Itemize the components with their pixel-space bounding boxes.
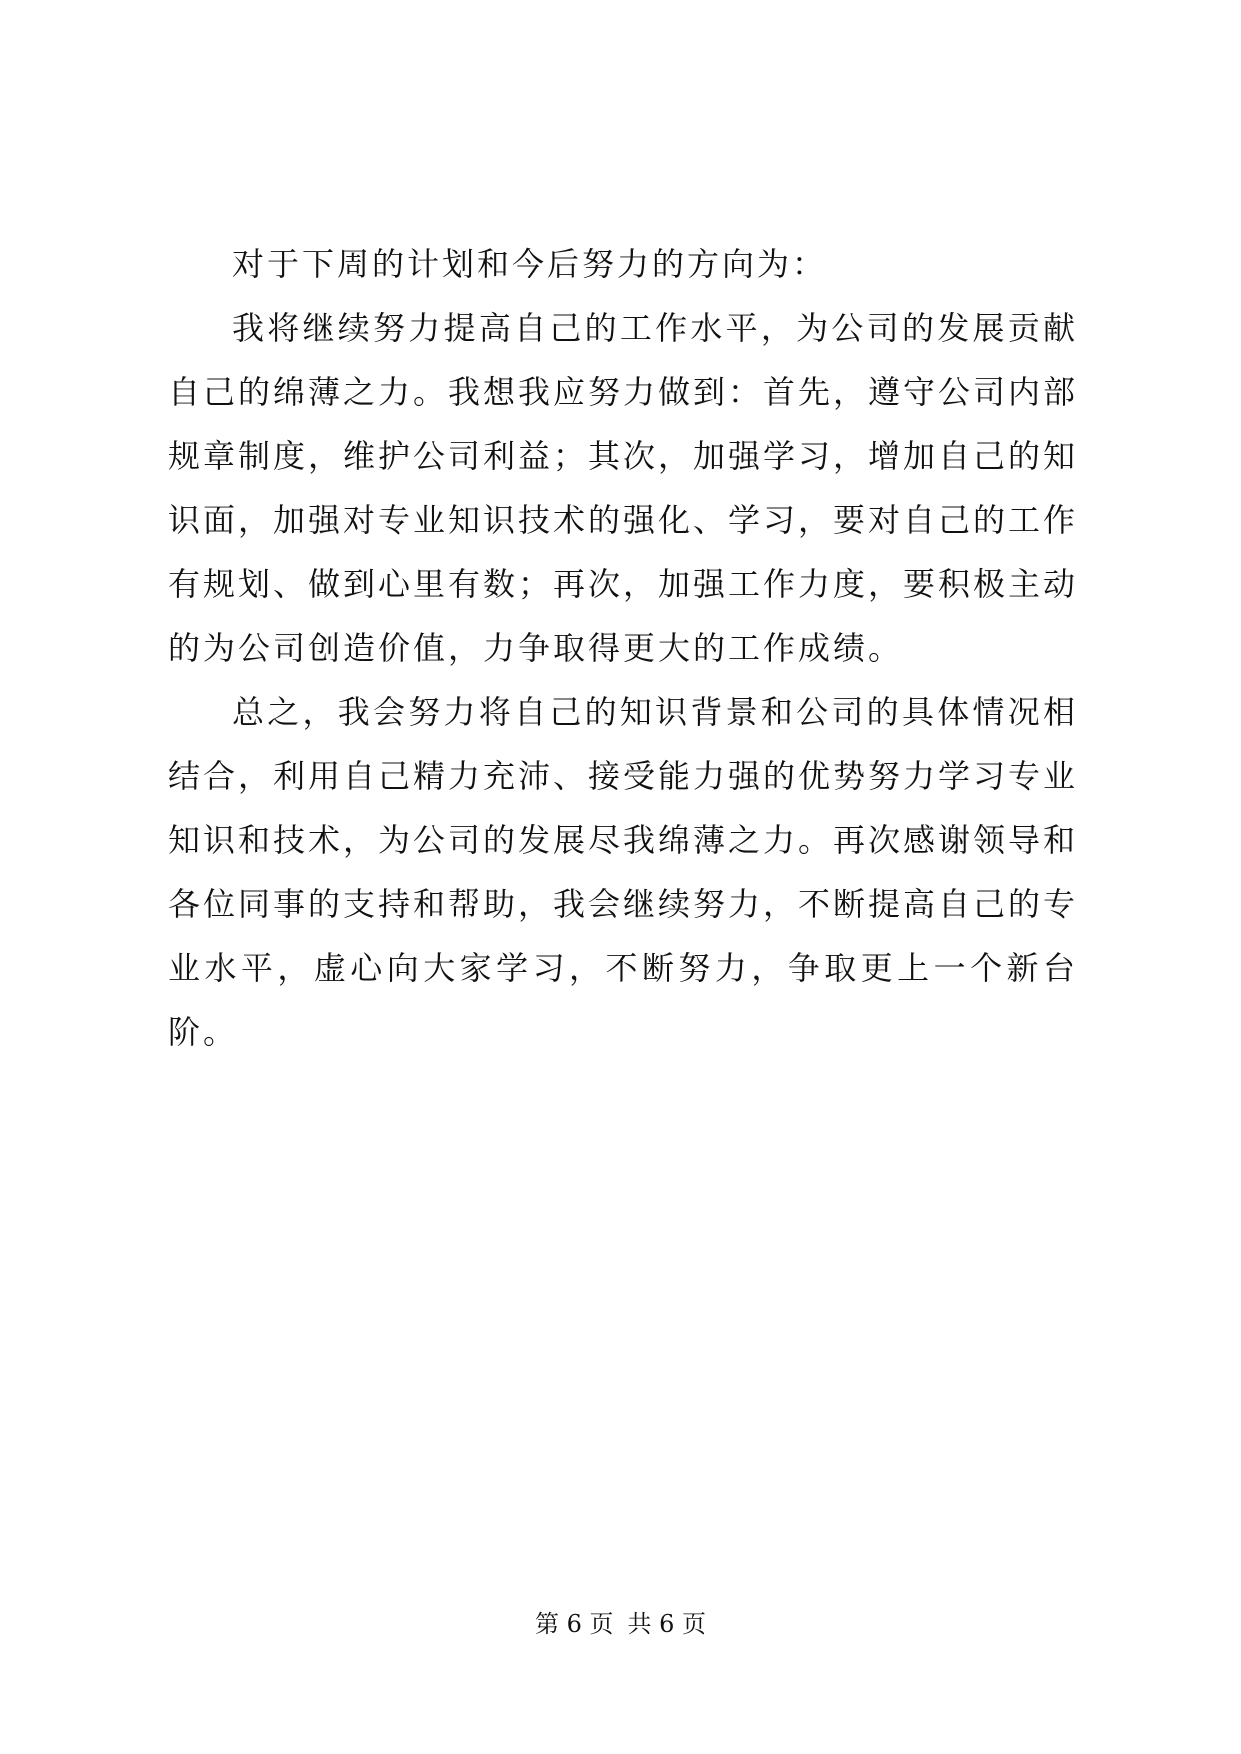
paragraph-conclusion: 总之，我会努力将自己的知识背景和公司的具体情况相结合，利用自己精力充沛、接受能力强的优势努力学习专业知识和技术，为公司的发展尽我绵薄之力。再次感谢领导和各位同事的支持和帮助，我会继续努力，不断提高自己的专业水平，虚心向大家学习，不断努力，争取更上一个新台阶。 [168,693,1079,1051]
paragraph-work-goals: 我将继续努力提高自己的工作水平，为公司的发展贡献自己的绵薄之力。我想我应努力做到：首先，遵守公司内部规章制度，维护公司利益；其次，加强学习，增加自己的知识面，加强对专业知识技术的强化、学习，要对自己的工作有规划、做到心里有数；再次，加强工作力度，要积极主动的为公司创造价值，力争取得更大的工作成绩。 [168,309,1079,667]
document-body [168,232,1078,1064]
page-footer [0,1608,1241,1640]
page-number: 第 6 页 [534,1610,614,1638]
page-total: 共 6 页 [627,1610,707,1638]
paragraph-plan-intro: 对于下周的计划和今后努力的方向为： [232,245,828,283]
